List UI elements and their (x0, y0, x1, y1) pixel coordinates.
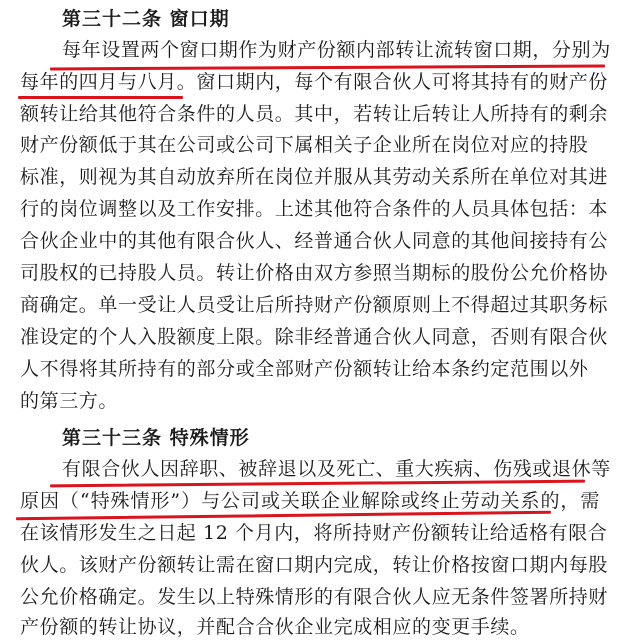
article-32-line-1: 每年设置两个窗口期作为财产份额内部转让流转窗口期，分别为 (62, 39, 611, 61)
article-33-heading: 第三十三条 特殊情形 (62, 427, 250, 449)
article-32-line-2: 每年的四月与八月。窗口期内，每个有限合伙人可将其持有的财产份 (20, 71, 609, 93)
article-32-line-11: 人不得将其所持有的部分或全部财产份额转让给本条约定范围以外 (20, 358, 589, 380)
article-33-line-3: 在该情形发生之日起 12 个月内，将所持财产份额转让给适格有限合 (20, 522, 608, 544)
article-33-line-6: 产份额的转让协议，并配合合伙企业完成相应的变更手续。 (20, 616, 530, 638)
article-32-line-3: 额转让给其他符合条件的人员。其中，若转让后转让人所持有的剩余 (20, 103, 609, 125)
article-33-line-4: 伙人。该财产份额转让需在窗口期内完成，转让价格按窗口期内每股 (20, 554, 609, 576)
article-32-line-9: 商确定。单一受让人员受让后所持财产份额原则上不得超过其职务标 (20, 294, 609, 316)
article-32-line-10: 准设定的个人入股额度上限。除非经普通合伙人同意，否则有限合伙 (20, 326, 609, 348)
article-32-line-6: 行的岗位调整以及工作安排。上述其他符合条件的人员具体包括：本 (20, 198, 609, 220)
article-32-line-8: 司股权的已持股人员。转让价格由双方参照当期标的股份公允价格协 (20, 262, 609, 284)
article-32-line-5: 标准，则视为其自动放弃所在岗位并服从其劳动关系所在单位对其进 (20, 166, 609, 188)
article-33-line-2: 原因（“特殊情形”）与公司或关联企业解除或终止劳动关系的，需 (20, 490, 600, 512)
article-32-line-7: 合伙企业中的其他有限合伙人、经普通合伙人同意的其他间接持有公 (20, 230, 609, 252)
article-33-line-1: 有限合伙人因辞职、被辞退以及死亡、重大疾病、伤残或退休等 (62, 458, 611, 480)
article-32-heading: 第三十二条 窗口期 (62, 8, 230, 30)
article-32-line-4: 财产份额低于其在公司或公司下属相关子企业所在岗位对应的持股 (20, 134, 589, 156)
article-32-line-12: 的第三方。 (20, 390, 119, 412)
article-33-line-5: 公允价格确定。发生以上特殊情形的有限合伙人应无条件签署所持财 (20, 586, 609, 608)
